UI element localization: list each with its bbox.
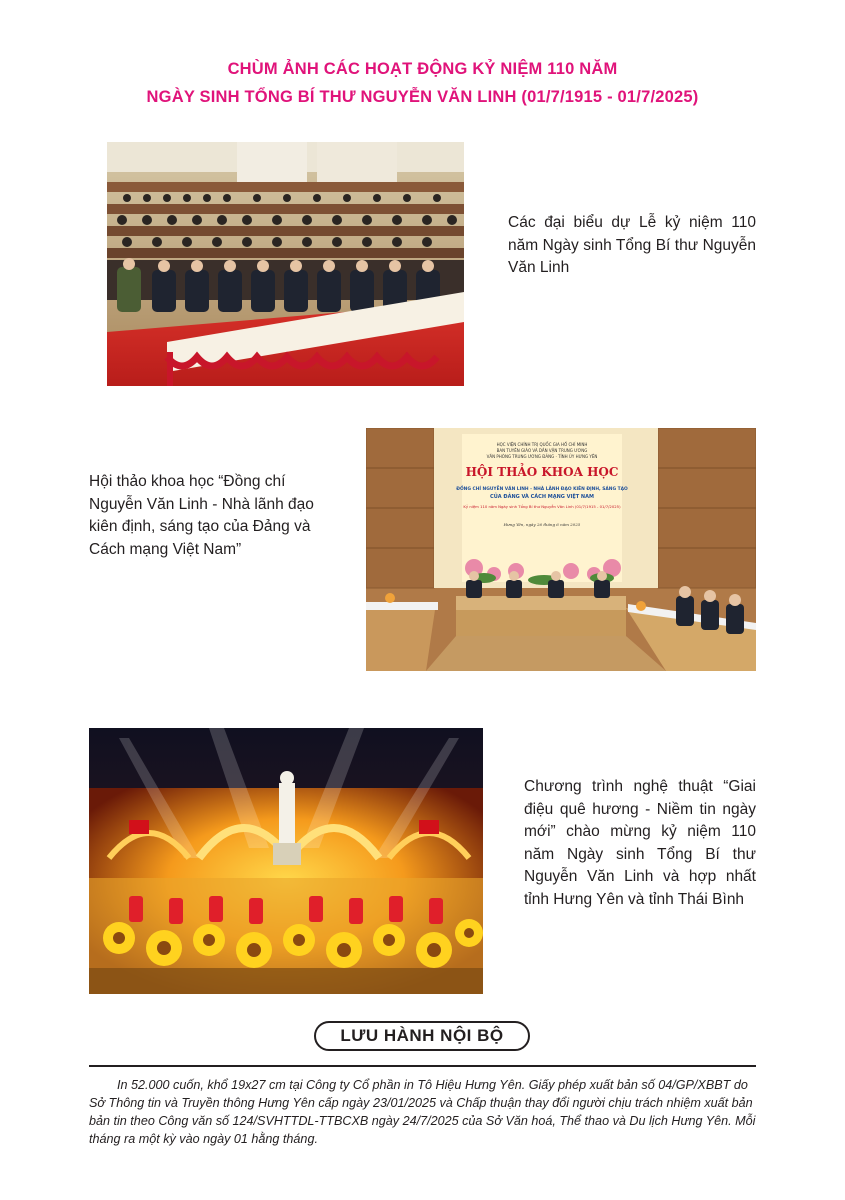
caption-ceremony: Các đại biểu dự Lễ kỷ niệm 110 năm Ngày sinh Tổng Bí thư Nguyễn Văn Linh bbox=[508, 214, 756, 276]
conference-image bbox=[366, 428, 756, 671]
banner-orgs-3: VĂN PHÒNG TRUNG ƯƠNG ĐẢNG · TỈNH ỦY HƯNG YÊN bbox=[486, 454, 598, 459]
footer-imprint-text: In 52.000 cuốn, khổ 19x27 cm tại Công ty Cổ phần in Tô Hiệu Hưng Yên. Giấy phép xuất bản số 04/GP/XBBT do Sở Thông tin và Truyền thông Hưng Yên cấp ngày 23/01/2025 và Chấp thuận thay đổi người chịu trách nhiệm xuất bản bản tin theo Công văn số 124/SVHTTDL-TTBCXB ngày 24/7/2025 của Sở Văn hoá, Thể thao và Du lịch Hưng Yên. Mỗi tháng ra một kỳ vào ngày 01 hằng tháng. bbox=[89, 1078, 756, 1146]
banner-orgs: HỌC VIỆN CHÍNH TRỊ QUỐC GIA HỒ CHÍ MINH bbox=[496, 442, 588, 447]
banner-orgs-2: BAN TUYÊN GIÁO VÀ DÂN VẬN TRUNG ƯƠNG bbox=[496, 448, 588, 453]
caption-performance: Chương trình nghệ thuật “Giai điệu quê hương - Niềm tin ngày mới” chào mừng kỷ niệm 110 năm Ngày sinh Tổng Bí thư Nguyễn Văn Linh và hợp nhất tỉnh Hưng Yên và tỉnh Thái Bình bbox=[524, 778, 756, 908]
banner-line3: Kỷ niệm 110 năm Ngày sinh Tổng Bí thư Nguyễn Văn Linh (01/7/1915 - 01/7/2025) bbox=[463, 504, 621, 509]
internal-circulation-badge: LƯU HÀNH NỘI BỘ bbox=[314, 1021, 530, 1051]
banner-line2: CỦA ĐẢNG VÀ CÁCH MẠNG VIỆT NAM bbox=[490, 494, 594, 500]
banner-heading: HỘI THẢO KHOA HỌC bbox=[465, 465, 619, 479]
footer-divider bbox=[89, 1065, 756, 1067]
footer-imprint bbox=[89, 1076, 756, 1148]
page-title-line2: NGÀY SINH TỔNG BÍ THƯ NGUYỄN VĂN LINH (01/7/1915 - 01/7/2025) bbox=[146, 88, 699, 106]
photo-conference bbox=[366, 428, 756, 671]
performance-image bbox=[89, 728, 483, 994]
banner-date: Hưng Yên, ngày 26 tháng 6 năm 2025 bbox=[503, 522, 581, 527]
ceremony-image bbox=[107, 142, 464, 386]
photo-ceremony bbox=[107, 142, 464, 386]
banner-line1: ĐỒNG CHÍ NGUYỄN VĂN LINH - NHÀ LÃNH ĐẠO KIÊN ĐỊNH, SÁNG TẠO bbox=[456, 487, 628, 492]
caption-conference: Hội thảo khoa học “Đồng chí Nguyễn Văn Linh - Nhà lãnh đạo kiên định, sáng tạo của Đảng và Cách mạng Việt Nam” bbox=[89, 473, 314, 558]
photo-performance bbox=[89, 728, 483, 994]
page-title-line1: CHÙM ẢNH CÁC HOẠT ĐỘNG KỶ NIỆM 110 NĂM bbox=[227, 60, 618, 78]
